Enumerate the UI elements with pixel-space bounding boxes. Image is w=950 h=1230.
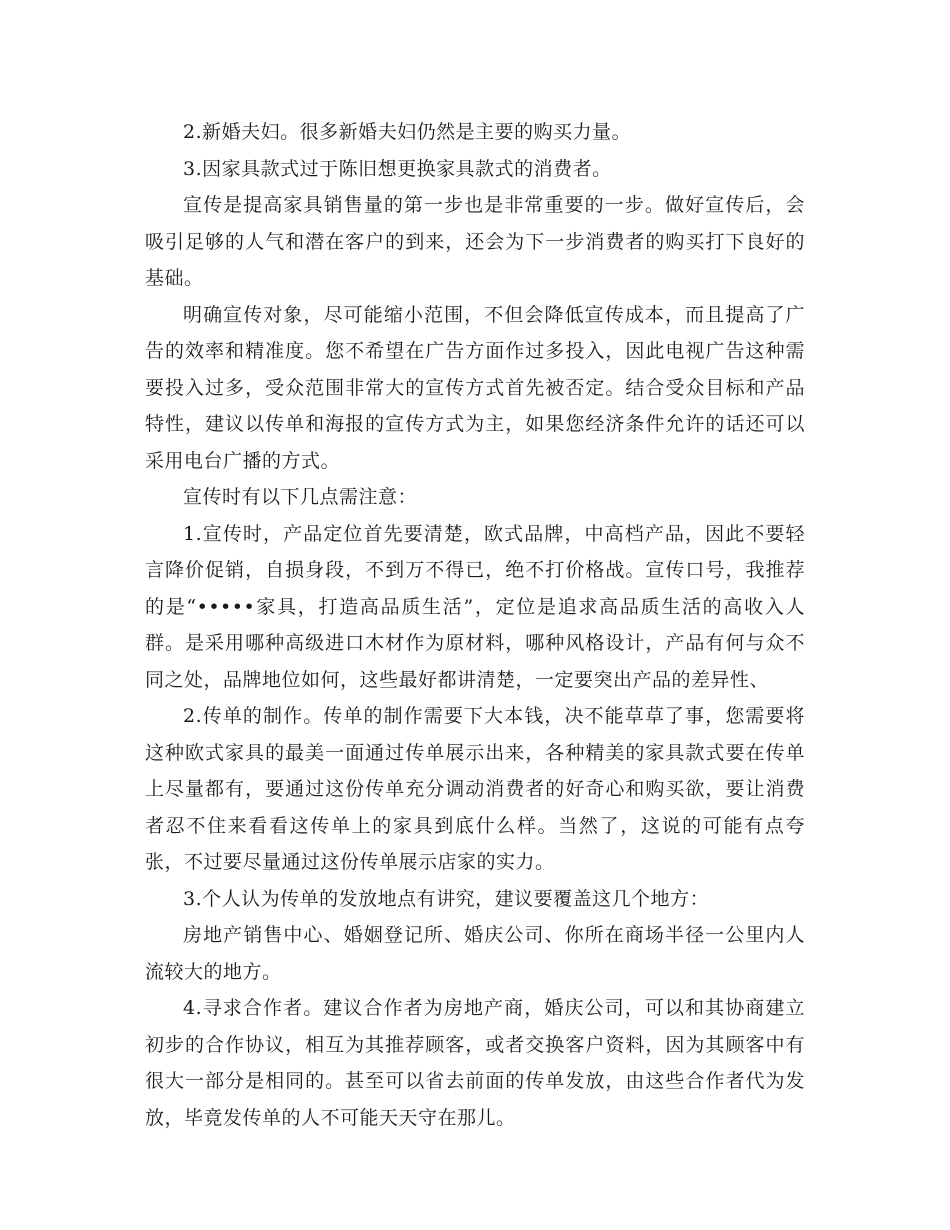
paragraph-newlywed-couples: 2.新婚夫妇。很多新婚夫妇仍然是主要的购买力量。 [183,121,632,143]
document-body [145,114,805,1136]
paragraph-flyer-locations: 3.个人认为传单的发放地点有讲究，建议要覆盖这几个地方： [183,887,710,910]
paragraph-target-audience: 明确宣传对象，尽可能缩小范围，不但会降低宣传成本，而且提高了广告的效率和精准度。您不希望在广告方面作过多投入，因此电视广告这种需要投入过多，受众范围非常大的宣传方式首先被否定。结合受众目标和产品特性，建议以传单和海报的宣传方式为主，如果您经济条件允许的话还可以采用电台广播的方式。 [145,303,805,472]
paragraph-notes-heading: 宣传时有以下几点需注意： [183,486,418,508]
paragraph-location-list: 房地产销售中心、婚姻登记所、婚庆公司、你所在商场半径一公里内人流较大的地方。 [145,924,805,983]
paragraph-product-positioning: 1.宣传时，产品定位首先要清楚，欧式品牌，中高档产品，因此不要轻言降价促销，自损身段，不到万不得已，绝不打价格战。宣传口号，我推荐的是“•••••家具，打造高品质生活”，定位是追求高品质生活的高收入人群。是采用哪种高级进口木材作为原材料，哪种风格设计，产品有何与众不同之处，品牌地位如何，这些最好都讲清楚，一定要突出产品的差异性、 [145,522,805,691]
paragraph-flyer-production: 2.传单的制作。传单的制作需要下大本钱，决不能草草了事，您需要将这种欧式家具的最美一面通过传单展示出来，各种精美的家具款式要在传单上尽量都有，要通过这份传单充分调动消费者的好奇心和购买欲，要让消费者忍不住来看看这传单上的家具到底什么样。当然了，这说的可能有点夸张，不过要尽量通过这份传单展示店家的实力。 [145,705,805,873]
paragraph-partners: 4.寻求合作者。建议合作者为房地产商，婚庆公司，可以和其协商建立初步的合作协议，相互为其推荐顾客，或者交换客户资料，因为其顾客中有很大一部分是相同的。甚至可以省去前面的传单发放，由这些合作者代为发放，毕竟发传单的人不可能天天守在那儿。 [145,997,805,1129]
paragraph-outdated-furniture: 3.因家具款式过于陈旧想更换家具款式的消费者。 [183,157,612,180]
paragraph-promotion-first-step: 宣传是提高家具销售量的第一步也是非常重要的一步。做好宣传后，会吸引足够的人气和潜在客户的到来，还会为下一步消费者的购买打下良好的基础。 [145,194,805,289]
